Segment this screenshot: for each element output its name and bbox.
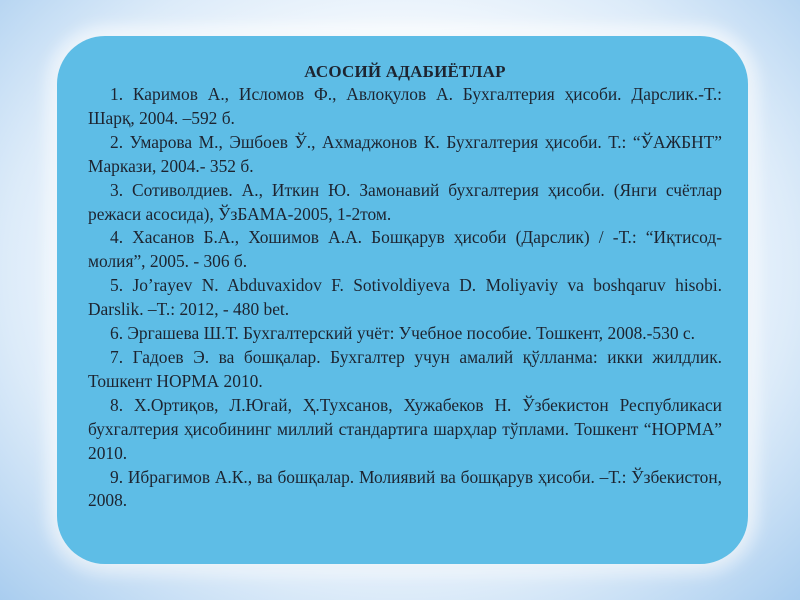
- references-list: [88, 83, 722, 513]
- reference-item-6: 6. Эргашева Ш.Т. Бухгалтерский учёт: Учебное пособие. Тошкент, 2008.-530 с.: [110, 323, 695, 344]
- reference-item-1: 1. Каримов А., Исломов Ф., Авлоқулов А. Бухгалтерия ҳисоби. Дарслик.-Т.: Шарқ, 2004. –592 б.: [88, 84, 722, 128]
- reference-item-8: 8. Х.Ортиқов, Л.Югай, Ҳ.Тухсанов, Хужабеков Н. Ўзбекистон Республикаси бухгалтерия ҳисобининг миллий стандартига шарҳлар тўплами. Тошкент “НОРМА” 2010.: [88, 394, 722, 463]
- reference-item-3: 3. Сотиволдиев. А., Иткин Ю. Замонавий бухгалтерия ҳисоби. (Янги счётлар режаси асосида), ЎзБАМА-2005, 1-2том.: [88, 179, 722, 224]
- reference-item-5: 5. Jo’rayev N. Abduvaxidov F. Sotivoldiyeva D. Moliyaviy va boshqaruv hisobi. Darslik. –T.: 2012, - 480 bet.: [88, 275, 722, 320]
- reference-item-7: 7. Гадоев Э. ва бошқалар. Бухгалтер учун амалий қўлланма: икки жилдлик. Тошкент НОРМА 2010.: [88, 346, 722, 391]
- references-card: [57, 36, 748, 564]
- references-title: АСОСИЙ АДАБИЁТЛАР: [304, 62, 506, 81]
- reference-item-9: 9. Ибрагимов А.К., ва бошқалар. Молиявий ва бошқарув ҳисоби. –Т.: Ўзбекистон, 2008.: [88, 466, 722, 511]
- reference-item-4: 4. Хасанов Б.А., Хошимов А.А. Бошқарув ҳисоби (Дарслик) / -Т.: “Иқтисод-молия”, 2005. - 306 б.: [88, 227, 722, 272]
- reference-item-2: 2. Умарова М., Эшбоев Ў., Ахмаджонов К. Бухгалтерия ҳисоби. Т.: “ЎАЖБНТ” Маркази, 2004.- 352 б.: [88, 131, 722, 176]
